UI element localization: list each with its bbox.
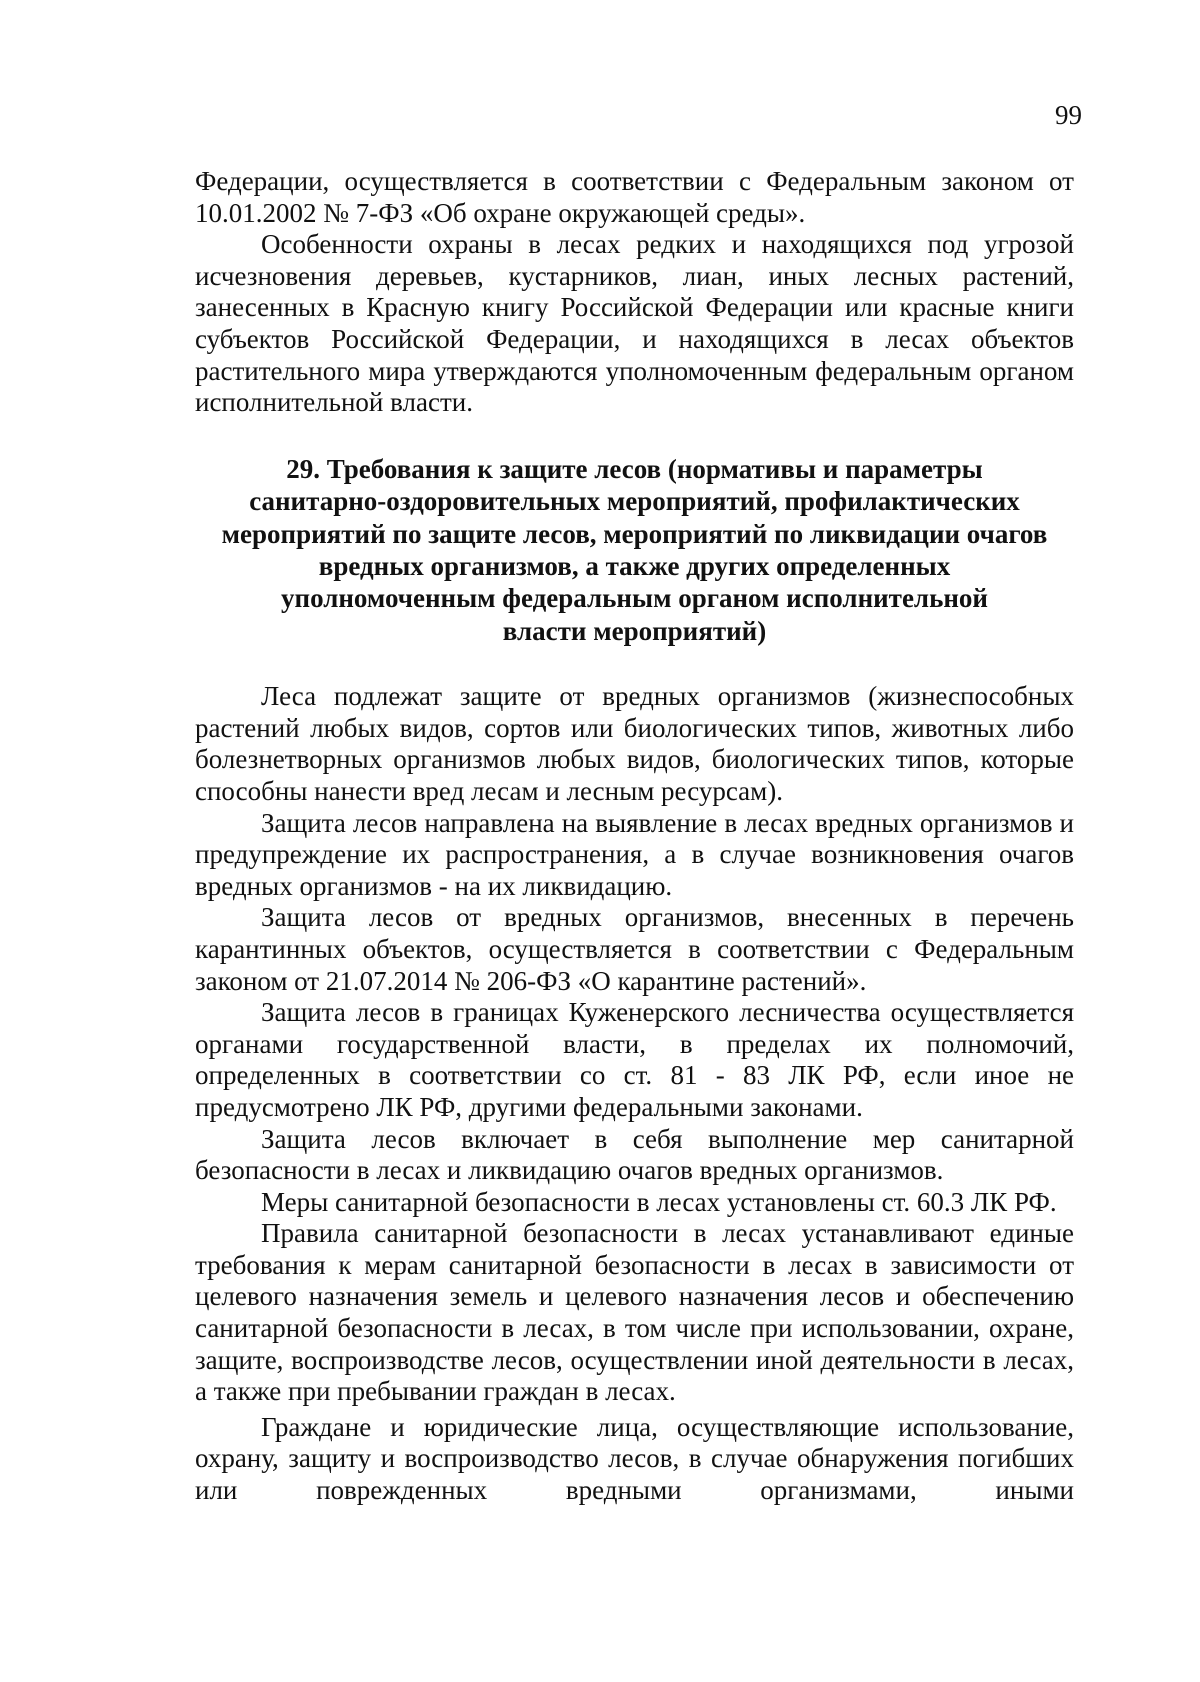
body-paragraph: Защита лесов включает в себя выполнение мер санитарной безопасности в лесах и ликвидацию очагов вредных организмов.: [195, 1123, 1074, 1186]
section-heading-line: мероприятий по защите лесов, мероприятий по ликвидации очагов: [221, 518, 1048, 549]
page-number: 99: [1055, 100, 1082, 130]
section-heading-line: уполномоченным федеральным органом исполнительной: [281, 583, 988, 614]
rare-plants-paragraph: Особенности охраны в лесах редких и находящихся под угрозой исчезновения деревьев, кустарников, лиан, иных лесных растений, занесенных в Красную книгу Российской Федерации или красные книги субъектов Российской Федерации, и находящихся в лесах объектов растительного мира утверждаются уполномоченным федеральным органом исполнительной власти.: [195, 229, 1074, 418]
section-heading-line: вредных организмов, а также других определенных: [318, 550, 951, 581]
section-heading-line: санитарно-оздоровительных мероприятий, профилактических: [249, 486, 1020, 517]
body-paragraph: Меры санитарной безопасности в лесах установлены ст. 60.3 ЛК РФ.: [261, 1186, 1057, 1217]
body-paragraph: Леса подлежат защите от вредных организмов (жизнеспособных растений любых видов, сортов или биологических типов, животных либо болезнетворных организмов любых видов, биологических типов, которые способны нанести вред лесам и лесным ресурсам).: [195, 681, 1074, 806]
section-heading-line: 29. Требования к защите лесов (нормативы и параметры: [286, 453, 983, 484]
intro-paragraph: Федерации, осуществляется в соответствии с Федеральным законом от 10.01.2002 № 7-ФЗ «Об охране окружающей среды».: [195, 166, 1074, 228]
body-paragraph: Граждане и юридические лица, осуществляющие использование, охрану, защиту и воспроизводство лесов, в случае обнаружения погибших или поврежденных вредными организмами, иными: [195, 1411, 1074, 1506]
body-paragraph: Защита лесов направлена на выявление в лесах вредных организмов и предупреждение их распространения, а в случае возникновения очагов вредных организмов - на их ликвидацию.: [195, 807, 1074, 901]
page-content: [195, 166, 1074, 1507]
body-paragraph: Защита лесов от вредных организмов, внесенных в перечень карантинных объектов, осуществляется в соответствии с Федеральным законом от 21.07.2014 № 206-ФЗ «О карантине растений».: [195, 902, 1074, 996]
section-heading: [195, 453, 1074, 647]
section-heading-line: власти мероприятий): [502, 615, 767, 646]
body-paragraph: Защита лесов в границах Куженерского лесничества осуществляется органами государственной власти, в пределах их полномочий, определенных в соответствии со ст. 81 - 83 ЛК РФ, если иное не предусмотрено ЛК РФ, другими федеральными законами.: [195, 997, 1074, 1122]
body-paragraph: Правила санитарной безопасности в лесах устанавливают единые требования к мерам санитарной безопасности в лесах в зависимости от целевого назначения земель и целевого назначения лесов и обеспечению санитарной безопасности в лесах, в том числе при использовании, охране, защите, воспроизводстве лесов, осуществлении иной деятельности в лесах, а также при пребывании граждан в лесах.: [195, 1218, 1074, 1407]
